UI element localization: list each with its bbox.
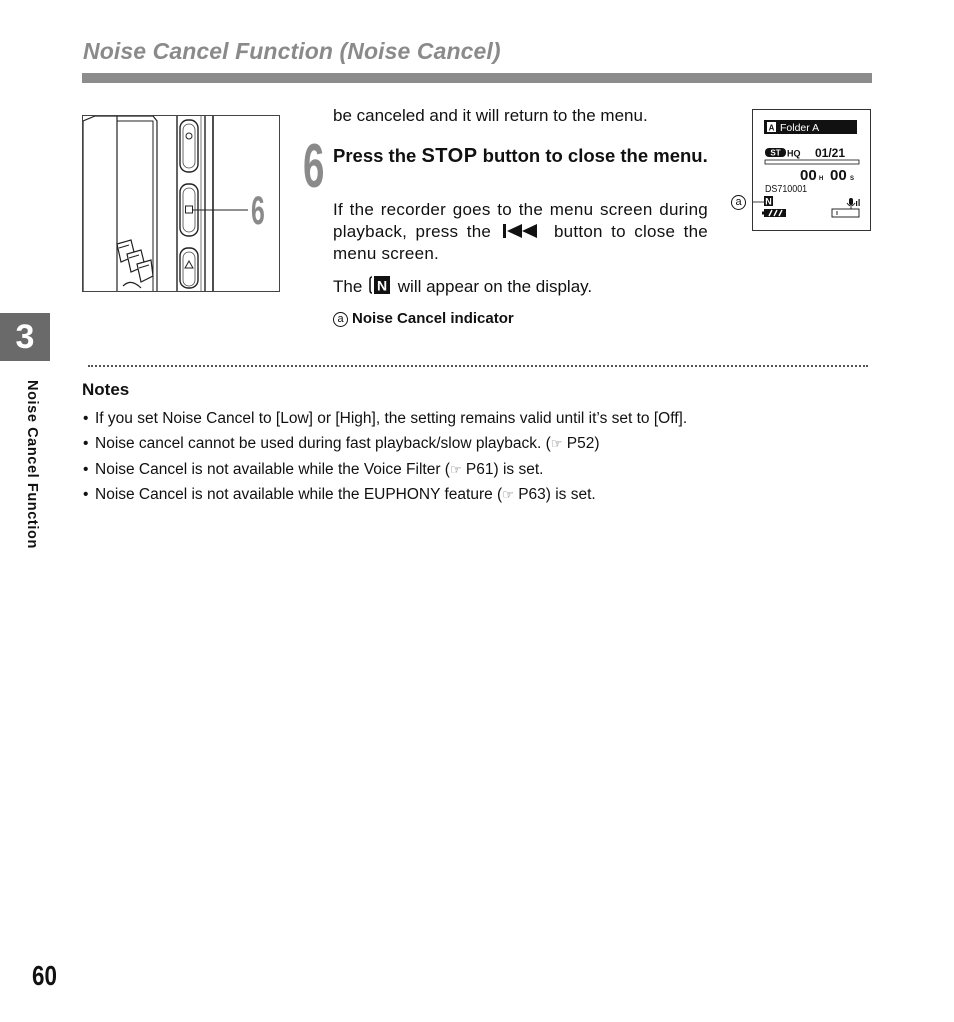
page-number: 60 bbox=[32, 960, 57, 991]
lcd-nc-indicator: N bbox=[765, 196, 772, 207]
reference-hand-icon: ☞ bbox=[550, 436, 563, 452]
step-continuation: be canceled and it will return to the menu. bbox=[333, 106, 648, 125]
lcd-callout-marker: a bbox=[731, 195, 746, 210]
dotted-separator bbox=[88, 365, 868, 367]
reference-hand-icon: ☞ bbox=[449, 461, 462, 477]
svg-text:S: S bbox=[850, 176, 855, 182]
side-chapter-label: Noise Cancel Function bbox=[24, 380, 40, 549]
callout-noise-cancel-indicator: a Noise Cancel indicator bbox=[333, 310, 514, 328]
illustration-step-label: 6 bbox=[250, 189, 265, 234]
callout-marker: a bbox=[333, 312, 348, 327]
step-description: If the recorder goes to the menu screen during playback, press the button to close the menu screen. bbox=[333, 200, 708, 263]
lcd-display bbox=[735, 109, 871, 231]
chapter-tab: 3 bbox=[0, 313, 50, 361]
section-title: Noise Cancel Function (Noise Cancel) bbox=[83, 38, 501, 64]
noise-cancel-icon bbox=[369, 275, 391, 301]
list-item: • Noise cancel cannot be used during fast playback/slow playback. (☞ P52) bbox=[82, 431, 872, 456]
lcd-mode: ST bbox=[770, 148, 781, 158]
skip-back-icon bbox=[503, 222, 543, 244]
notes-heading: Notes bbox=[82, 380, 130, 399]
svg-text:A: A bbox=[768, 123, 775, 133]
lcd-track: 01/21 bbox=[815, 146, 846, 160]
appear-line: The N will appear on the display. bbox=[333, 275, 592, 301]
recorder-side-image bbox=[83, 116, 280, 292]
lcd-quality: HQ bbox=[787, 148, 801, 159]
stop-button-label: STOP bbox=[421, 145, 478, 167]
step-number: 6 bbox=[303, 132, 325, 201]
device-illustration bbox=[82, 115, 280, 292]
step-title: Press the STOP button to close the menu. bbox=[333, 145, 708, 167]
svg-text:H: H bbox=[819, 176, 824, 182]
list-item: • Noise Cancel is not available while the Voice Filter (☞ P61) is set. bbox=[82, 457, 872, 482]
title-rule bbox=[82, 73, 872, 83]
svg-text:N: N bbox=[376, 277, 388, 294]
lcd-time-hours: 00 bbox=[800, 167, 817, 184]
lcd-filename: DS710001 bbox=[765, 183, 808, 196]
lcd-folder: Folder A bbox=[780, 122, 820, 134]
notes-list bbox=[82, 406, 872, 507]
lcd-time-minutes: 00 bbox=[830, 167, 847, 184]
reference-hand-icon: ☞ bbox=[502, 486, 514, 502]
list-item: • Noise Cancel is not available while the EUPHONY feature (☞ P63) is set. bbox=[82, 482, 872, 507]
list-item: • If you set Noise Cancel to [Low] or [High], the setting remains valid until it’s set to [Off]. bbox=[82, 406, 872, 431]
